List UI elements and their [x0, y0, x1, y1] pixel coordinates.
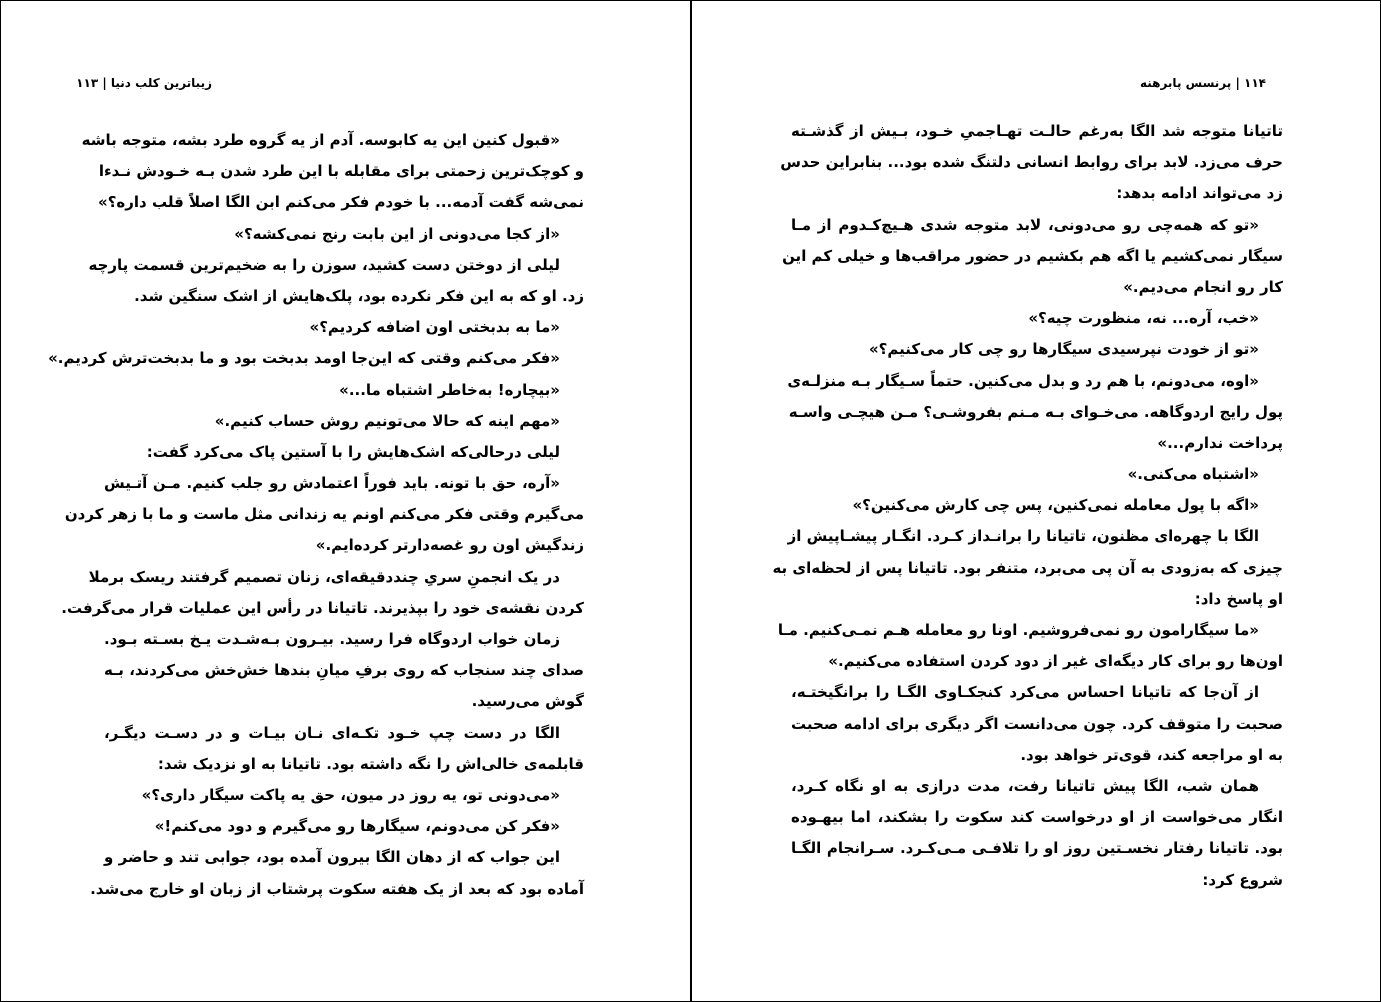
text-line: سیگار نمی‌کشیم یا اگه هم بکشیم در حضور مراقب‌ها و خیلی کم این: [782, 246, 1283, 265]
text-line: صحبت را متوقف کرد. چون می‌دانست اگر دیگری برای ادامه صحبت: [791, 714, 1283, 733]
text-line: «ما به بدبختی اون اضافه کردیم؟»: [309, 318, 560, 337]
right-page-body: [772, 116, 1283, 896]
text-line: «بیچاره! به‌خاطر اشتباه ما...»: [339, 380, 560, 399]
text-line: «ما سیگارامون رو نمی‌فروشیم. اونا رو معامله هـم نمـی‌کنیم. مـا: [777, 621, 1259, 639]
text-line: «فکر کن می‌دونم، سیگارها رو می‌گیرم و دود می‌کنم!»: [154, 817, 560, 836]
text-line: و کوچک‌ترین زحمتی برای مقابله با این طرد شدن بـه خـودش نـدءا: [98, 162, 584, 181]
text-line: «اوه، می‌دونم، با هم رد و بدل می‌کنین. حتماً سـیگار بـه منزلـه‌ی: [787, 371, 1259, 390]
left-page: [0, 0, 690, 1002]
text-line: حرف می‌زد. لابد برای روابط انسانی دلتنگ شده بود... بنابراین حدس: [780, 153, 1283, 172]
text-line: «فکر می‌کنم وقتی که این‌جا اومد بدبخت بود و ما بدبخت‌ترش کردیم.»: [48, 349, 560, 368]
text-line: «قبول کنین این یه کابوسه. آدم از یه گروه طرد بشه، متوجه باشه: [81, 131, 560, 149]
text-line: «از کجا می‌دونی از این بابت رنج نمی‌کشه؟»: [234, 224, 560, 243]
text-line: او پاسخ داد:: [1194, 589, 1283, 608]
text-line: الگا در دست چپ خـود تکـه‌ای نـان بیـات و در دسـت دیگـر،: [104, 723, 560, 742]
text-line: لیلی از دوختن دست کشید، سوزن را به ضخیم‌ترین قسمت پارچه: [88, 255, 560, 274]
text-line: نمی‌شه گفت آدمه... با خودم فکر می‌کنم ابن الگا اصلاً قلب داره؟»: [98, 193, 584, 212]
text-line: بود. تاتیانا رفتار نخسـتین روز او را تلافـی مـی‌کـرد. سـرانجام الگـا: [791, 839, 1283, 858]
text-line: کردن نقشه‌ی خود را بپذیرند. تاتیانا در رأس این عملیات قرار می‌گرفت.: [61, 598, 584, 617]
text-line: زد. او که به این فکر نکرده بود، پلک‌هایش از اشک سنگین شد.: [134, 286, 584, 305]
text-line: انگار می‌خواست از او درخواست کند سکوت را بشکند، اما بیهـوده: [791, 808, 1283, 827]
text-line: الگا با چهره‌ای مظنون، تاتیانا را برانـداز کـرد. انگـار پیشـاپیش از: [787, 527, 1259, 546]
text-line: «آره، حق با تونه. باید فوراً اعتمادش رو جلب کنیم. مـن آتـیش: [104, 474, 560, 493]
text-line: زندگیش اون رو غصه‌دارتر کرده‌ایم.»: [315, 536, 584, 555]
text-line: گوش می‌رسید.: [471, 692, 584, 711]
right-page-header: ۱۱۴ | پرنسس پابرهنه: [1139, 76, 1266, 90]
text-line: این جواب که از دهان الگا بیرون آمده بود، جوابی تند و حاضر و: [104, 848, 560, 867]
left-page-body: [48, 125, 584, 905]
text-line: «اشتباه می‌کنی.»: [1127, 465, 1259, 484]
text-line: در یک انجمنِ سریِ چنددقیقه‌ای، زنان تصمیم گرفتند ریسک برملا: [88, 567, 560, 586]
text-line: چیزی که به‌زودی به آن پی می‌برد، متنفر بود. تاتیانا پس از لحظه‌ای به: [772, 558, 1283, 577]
text-line: پرداخت ندارم...»: [1157, 433, 1283, 452]
text-line: تاتیانا متوجه شد الگا به‌رغم حالـت تهـاجمیِ خـود، بـیش از گذشـته: [791, 122, 1283, 140]
text-line: همان شب، الگا پیش تاتیانا رفت، مدت درازی به او نگاه کـرد،: [791, 776, 1259, 795]
left-page-header: زیباترین کلب دنیا | ۱۱۳: [76, 76, 212, 90]
text-line: زد می‌تواند ادامه بدهد:: [1116, 184, 1283, 203]
right-page: [692, 0, 1381, 1002]
text-line: «اگه با پول معامله نمی‌کنین، پس چی کارش می‌کنین؟»: [852, 496, 1259, 515]
text-line: آماده بود که بعد از یک هفته سکوت پرشتاب از زبان او خارج می‌شد.: [90, 879, 584, 898]
text-line: «تو از خودت نپرسیدی سیگارها رو چی کار می‌کنیم؟»: [868, 340, 1259, 359]
text-line: «می‌دونی تو، یه روز در میون، حق یه پاکت سیگار داری؟»: [141, 785, 560, 804]
text-line: قابلمه‌ی خالی‌اش را نگه داشته بود. تاتیانا به او نزدیک شد:: [157, 754, 584, 773]
text-line: «مهم اینه که حالا می‌تونیم روش حساب کنیم.»: [214, 411, 560, 430]
text-line: صدای چند سنجاب که روی برفِ میانِ بندها خش‌خش می‌کردند، بـه: [104, 661, 584, 680]
text-line: به او مراجعه کند، قوی‌تر خواهد بود.: [1020, 745, 1283, 764]
text-line: پول رایج اردوگاهه. می‌خـوای بـه مـنم بفروشـی؟ مـن هیچـی واسـه: [788, 402, 1283, 421]
text-line: «خب، آره... نه، منظورت چیه؟»: [1028, 309, 1259, 328]
text-line: از آن‌جا که تاتیانا احساس می‌کرد کنجکـاوی الگـا را برانگیختـه،: [791, 683, 1259, 702]
text-line: زمان خواب اردوگاه فرا رسید. بیـرون بـه‌شـدت یـخ بسـته بـود.: [104, 630, 560, 648]
text-line: اون‌ها رو برای کار دیگه‌ای غیر از دود کردن استفاده می‌کنیم.»: [828, 652, 1283, 671]
text-line: می‌گیرم وقتی فکر می‌کنم اونم یه زندانی مثل ماست و ما با زهر کردن: [64, 505, 584, 524]
text-line: کار رو انجام می‌دیم.»: [1123, 277, 1283, 296]
text-line: شروع کرد:: [1202, 870, 1283, 889]
text-line: لیلی درحالی‌که اشک‌هایش را با آستین پاک می‌کرد گفت:: [146, 442, 560, 461]
text-line: «تو که همه‌چی رو می‌دونی، لابد متوجه شدی هـیچ‌کـدوم از مـا: [791, 215, 1259, 234]
